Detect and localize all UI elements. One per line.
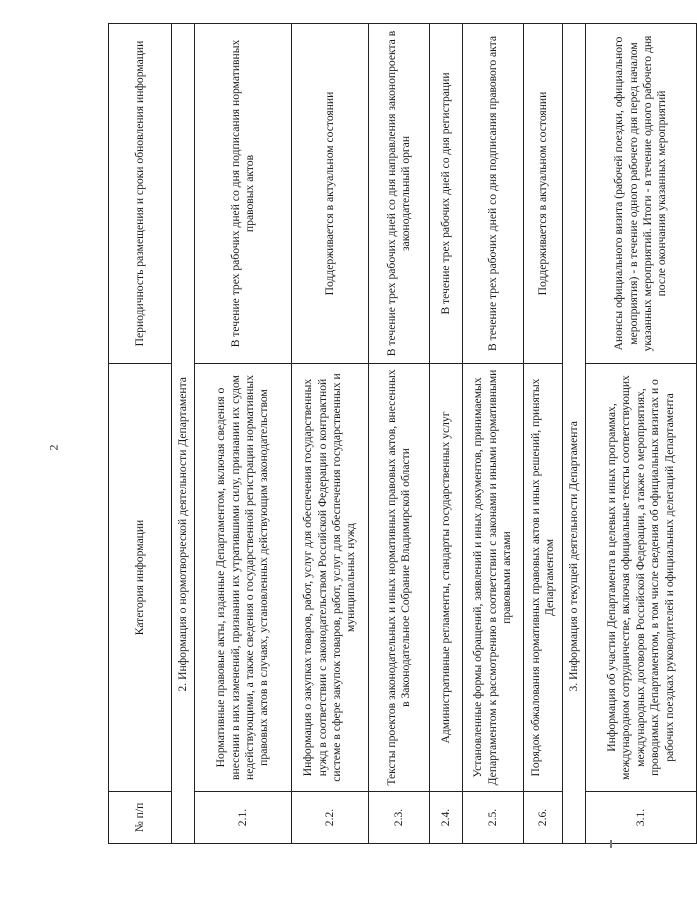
information-table (108, 23, 697, 844)
table-row (463, 24, 524, 844)
table-row (369, 24, 430, 844)
header-category: Категория информации (109, 364, 172, 792)
table-row (586, 24, 697, 844)
row-number: 2.4. (430, 792, 463, 844)
row-number: 2.3. (369, 792, 430, 844)
table-row (195, 24, 292, 844)
section-spacer (563, 792, 586, 844)
section-title: 2. Информация о нормотворческой деятельности Департамента (172, 24, 195, 792)
row-category: Информация об участии Департамента в целевых и иных программах, международном сотрудничестве, включая официальные тексты соответствующих международных договоров Российской Федерации, а также о мероприятиях, проводимых Департаментом, в том числе сведения об официальных визитах и о рабочих поездках руководителей и официальных делегаций Департамента (586, 364, 697, 792)
row-period: В течение трех рабочих дней со дня регистрации (430, 24, 463, 364)
row-number: 2.2. (292, 792, 369, 844)
row-period: Поддерживается в актуальном состоянии (292, 24, 369, 364)
row-number: 2.5. (463, 792, 524, 844)
header-num: № п/п (109, 792, 172, 844)
table-row (524, 24, 563, 844)
row-category: Информация о закупках товаров, работ, услуг для обеспечения государственных нужд в соответствии с законодательством Российской Федерации о контрактной системе в сфере закупок товаров, работ, услуг для обеспечения государственных и муниципальных нужд (292, 364, 369, 792)
row-period: Поддерживается в актуальном состоянии (524, 24, 563, 364)
table-row (292, 24, 369, 844)
table-row (430, 24, 463, 844)
table-header-row (109, 24, 172, 844)
section-header-row (563, 24, 586, 844)
rotated-page-content (108, 24, 676, 844)
page-number: 2 (46, 444, 61, 451)
section-header-row (172, 24, 195, 844)
row-number: 3.1. (586, 792, 697, 844)
header-period: Периодичность размещения и сроки обновления информации (109, 24, 172, 364)
row-period: В течение трех рабочих дней со дня направления законопроекта в законодательный орган (369, 24, 430, 364)
section-title: 3. Информация о текущей деятельности Департамента (563, 24, 586, 792)
row-number: 2.6. (524, 792, 563, 844)
scan-mark (610, 840, 612, 848)
row-period: Анонсы официального визита (рабочей поездки, официального мероприятия) - в течение одного рабочего дня перед началом указанных мероприятий. Итоги - в течение одного рабочего дня после окончания указанных мероприятий (586, 24, 697, 364)
row-category: Порядок обжалования нормативных правовых актов и иных решений, принятых Департаментом (524, 364, 563, 792)
row-category: Установленные формы обращений, заявлений и иных документов, принимаемых Департаментом к рассмотрению в соответствии с законами и иными нормативными правовыми актами (463, 364, 524, 792)
row-category: Нормативные правовые акты, изданные Департаментом, включая сведения о внесении в них изменений, признании их утратившими силу, признании их судом недействующими, а также сведения о государственной регистрации нормативных правовых актов в случаях, установленных действующим законодательством (195, 364, 292, 792)
row-number: 2.1. (195, 792, 292, 844)
row-period: В течение трех рабочих дней со дня подписания нормативных правовых актов (195, 24, 292, 364)
row-category: Тексты проектов законодательных и иных нормативных правовых актов, внесенных в Законодательное Собрание Владимирской области (369, 364, 430, 792)
row-category: Административные регламенты, стандарты государственных услуг (430, 364, 463, 792)
row-period: В течение трех рабочих дней со дня подписания правового акта (463, 24, 524, 364)
section-spacer (172, 792, 195, 844)
